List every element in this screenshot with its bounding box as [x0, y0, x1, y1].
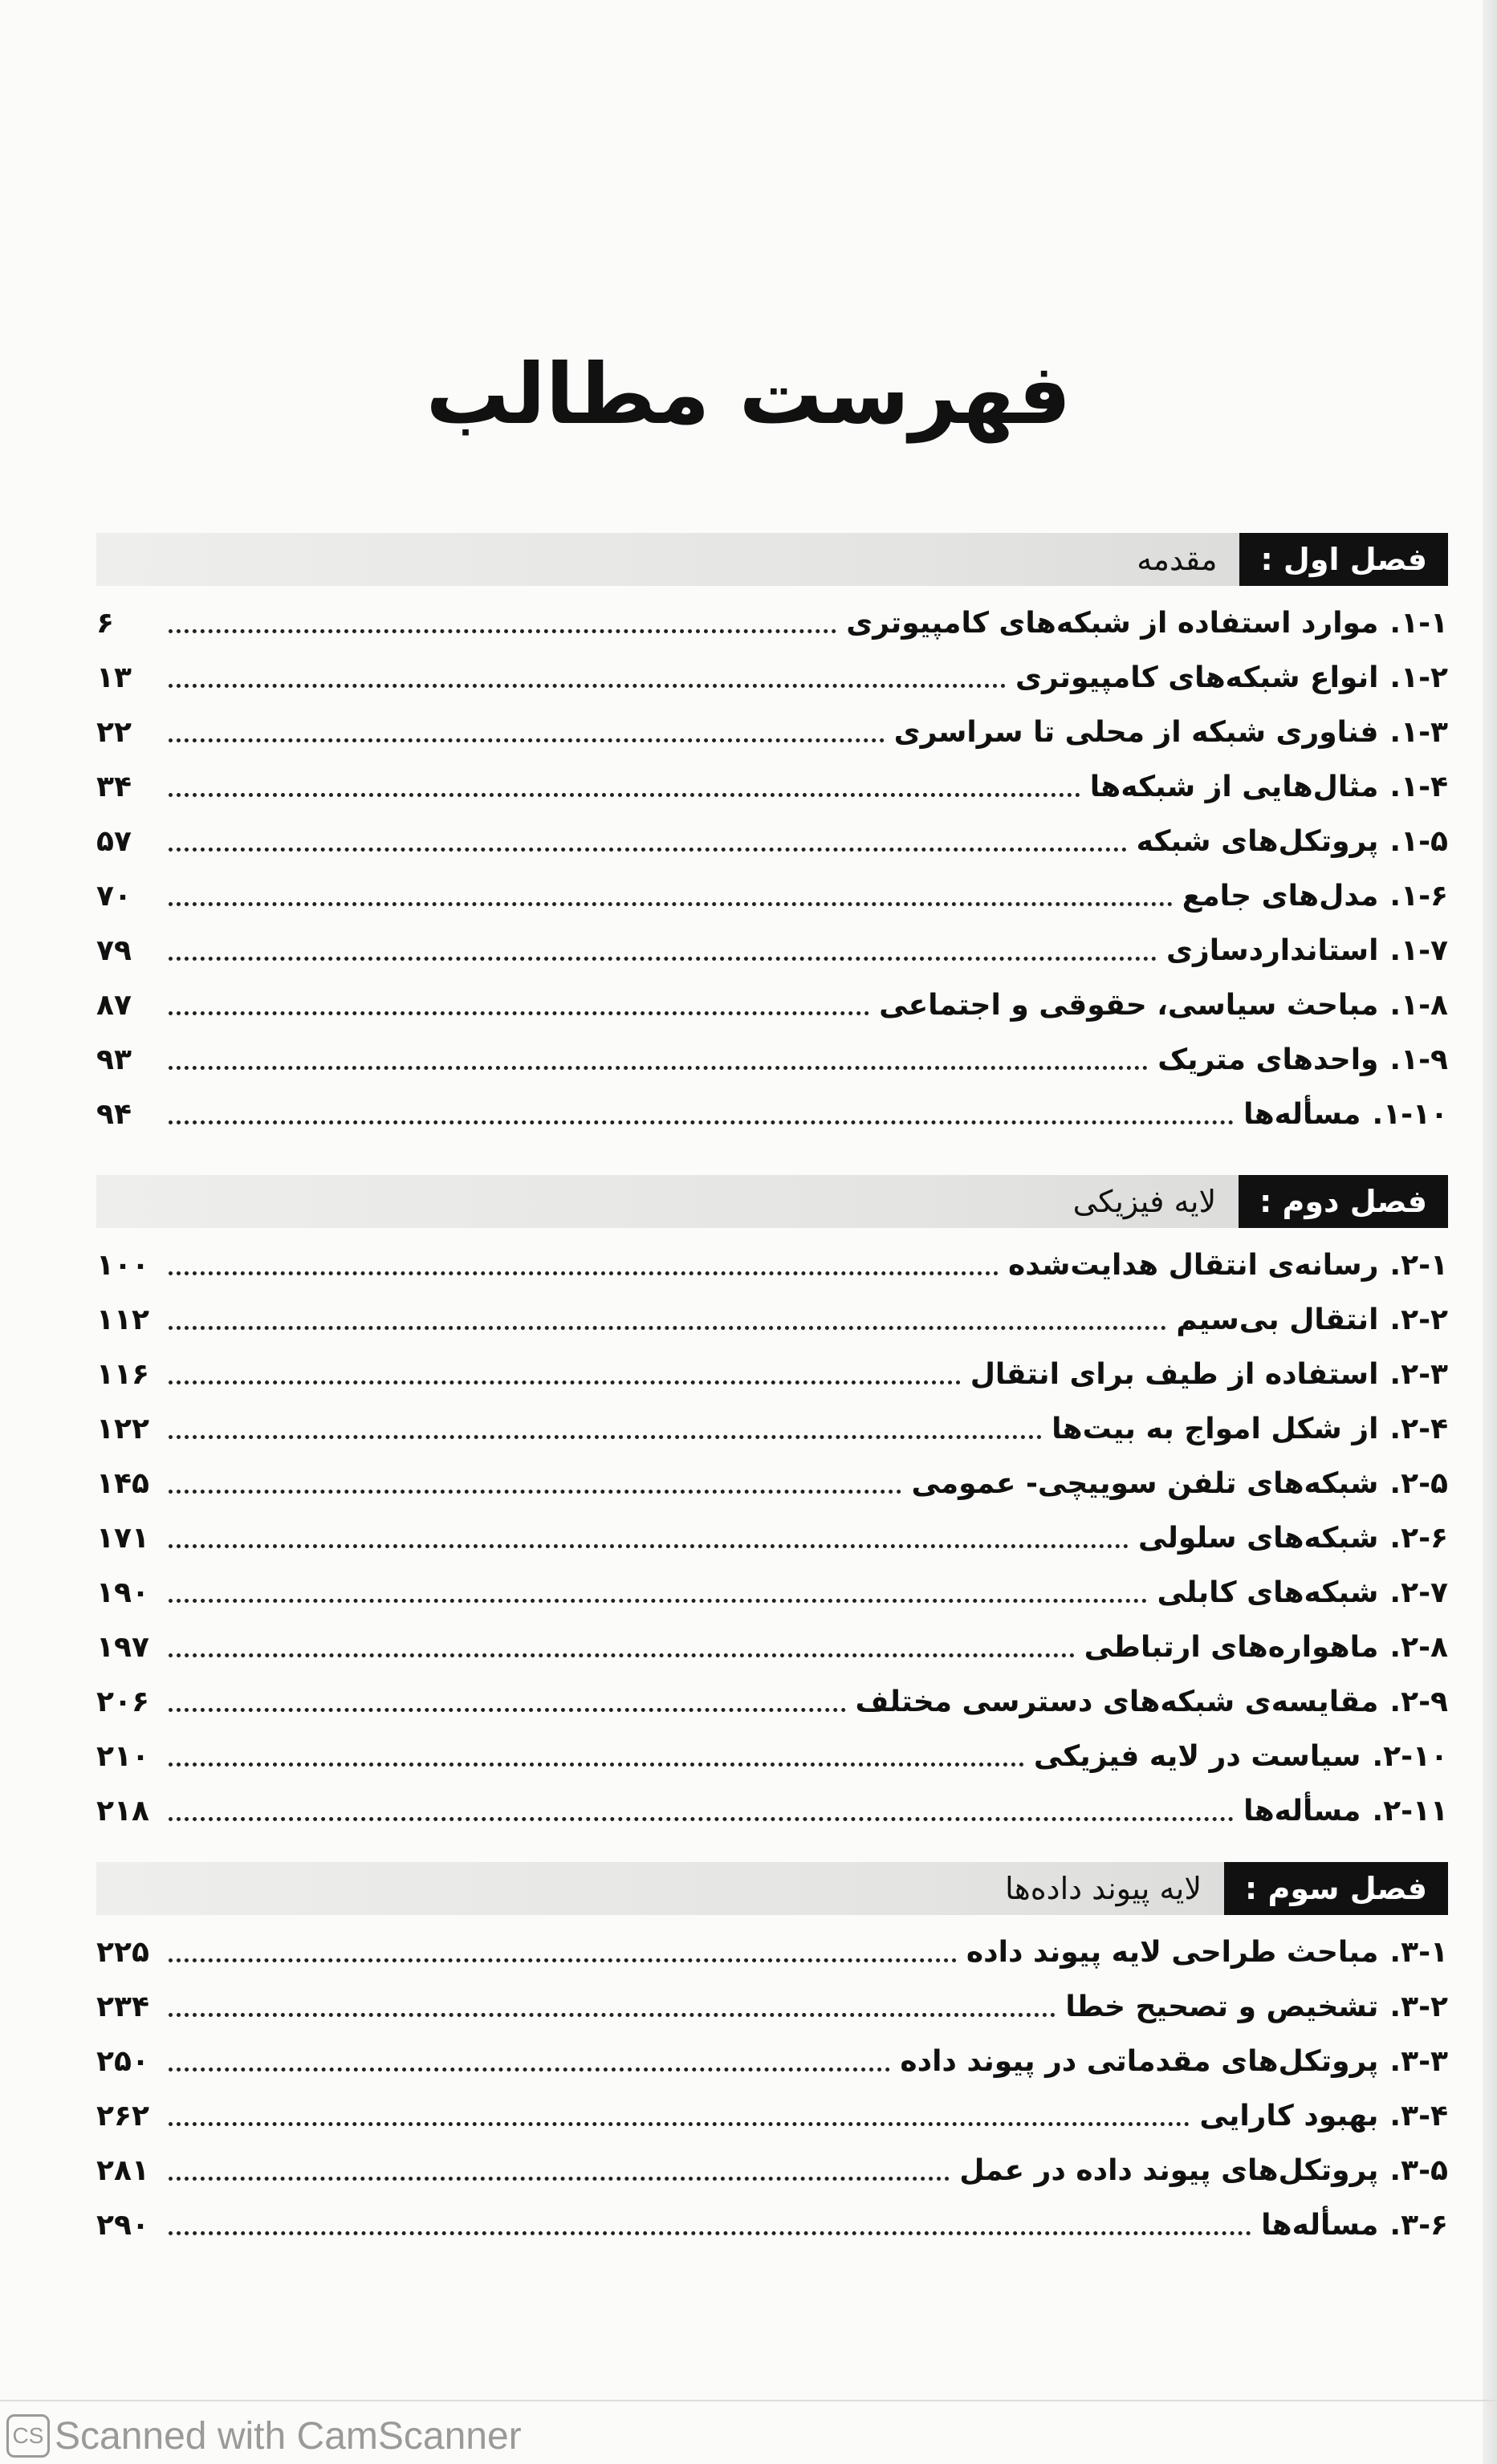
entry-page-number: ۲۱۸ [96, 1794, 149, 1828]
chapter-entries [96, 1238, 1448, 1838]
dot-leader [169, 902, 1173, 906]
dot-leader [169, 1544, 1129, 1548]
entry-number: ۱-۸. [1389, 988, 1448, 1022]
entry-title: انواع شبکه‌های کامپیوتری [1015, 661, 1379, 694]
entry-title: موارد استفاده از شبکه‌های کامپیوتری [846, 606, 1379, 640]
entry-number: ۳-۵. [1389, 2153, 1448, 2187]
entry-number: ۱-۶. [1389, 879, 1448, 913]
entry-page-number: ۲۲۵ [96, 1935, 149, 1969]
entry-number: ۲-۷. [1389, 1576, 1448, 1609]
toc-entry [96, 1925, 1448, 1979]
chapter-name: مقدمه [1137, 542, 1218, 577]
entry-page-number: ۲۱۰ [96, 1739, 149, 1773]
dot-leader [169, 1066, 1148, 1070]
entry-title: مقایسه‌ی شبکه‌های دسترسی مختلف [855, 1685, 1379, 1718]
entry-title: بهبود کارایی [1199, 2099, 1379, 2133]
chapter-3 [96, 1862, 1448, 2252]
dot-leader [169, 2068, 890, 2072]
entry-title: سیاست در لایه فیزیکی [1033, 1739, 1361, 1773]
entry-page-number: ۱۳ [96, 661, 132, 694]
entry-page-number: ۲۶۲ [96, 2099, 149, 2133]
entry-number: ۲-۸. [1389, 1630, 1448, 1664]
entry-number: ۲-۹. [1389, 1685, 1448, 1718]
entry-page-number: ۲۹۰ [96, 2208, 149, 2242]
entry-page-number: ۲۳۴ [96, 1990, 149, 2023]
toc-entry [96, 705, 1448, 759]
toc-entry [96, 1456, 1448, 1511]
toc-entry [96, 1729, 1448, 1783]
dot-leader [169, 2122, 1190, 2126]
entry-page-number: ۱۷۱ [96, 1521, 149, 1555]
chapter-header [96, 533, 1448, 586]
toc-entry [96, 978, 1448, 1032]
toc-entry [96, 1032, 1448, 1087]
toc-entry [96, 1979, 1448, 2034]
dot-leader [169, 1599, 1147, 1603]
toc-entry [96, 759, 1448, 814]
toc-entry [96, 1620, 1448, 1674]
entry-title: استفاده از طیف برای انتقال [970, 1357, 1379, 1391]
chapter-name: لایه فیزیکی [1072, 1184, 1217, 1219]
toc-entry [96, 1783, 1448, 1838]
dot-leader [169, 684, 1006, 688]
dot-leader [169, 629, 836, 633]
watermark-text: Scanned with CamScanner [55, 2414, 522, 2458]
chapter-header [96, 1862, 1448, 1915]
dot-leader [169, 1271, 999, 1275]
toc-entry [96, 814, 1448, 868]
entry-number: ۳-۴. [1389, 2099, 1448, 2133]
entry-title: شبکه‌های تلفن سوییچی- عمومی [911, 1466, 1379, 1500]
dot-leader [169, 1326, 1166, 1330]
entry-title: مسأله‌ها [1243, 1097, 1361, 1131]
chapter-name: لایه پیوند داده‌ها [1005, 1871, 1202, 1906]
dot-leader [169, 1120, 1234, 1124]
entry-title: مثال‌هایی از شبکه‌ها [1089, 770, 1379, 803]
entry-page-number: ۱۱۲ [96, 1303, 149, 1336]
page-bottom-edge [0, 2400, 1497, 2401]
entry-number: ۱-۹. [1389, 1043, 1448, 1076]
entry-page-number: ۲۵۰ [96, 2044, 149, 2078]
dot-leader [169, 1011, 869, 1015]
entry-page-number: ۱۱۶ [96, 1357, 149, 1391]
entry-number: ۳-۳. [1389, 2044, 1448, 2078]
toc-entry [96, 1401, 1448, 1456]
entry-title: پروتکل‌های مقدماتی در پیوند داده [900, 2044, 1379, 2078]
entry-number: ۲-۱۱. [1372, 1794, 1448, 1828]
chapter-label: فصل اول : [1239, 533, 1448, 586]
entry-title: پروتکل‌های شبکه [1136, 824, 1379, 858]
toc-entry [96, 1347, 1448, 1401]
dot-leader [169, 793, 1080, 797]
entry-title: فناوری شبکه از محلی تا سراسری [893, 715, 1379, 749]
toc-entry [96, 1087, 1448, 1141]
entry-number: ۲-۱. [1389, 1248, 1448, 1282]
toc-entry [96, 1674, 1448, 1729]
dot-leader [169, 1490, 901, 1494]
toc-entry [96, 1238, 1448, 1292]
entry-title: واحدهای متریک [1157, 1043, 1379, 1076]
entry-title: شبکه‌های کابلی [1157, 1576, 1379, 1609]
entry-title: مسأله‌ها [1261, 2208, 1379, 2242]
entry-title: ماهواره‌های ارتباطی [1084, 1630, 1379, 1664]
entry-number: ۱-۲. [1389, 661, 1448, 694]
entry-number: ۱-۱۰. [1372, 1097, 1448, 1131]
entry-page-number: ۸۷ [96, 988, 132, 1022]
toc-entry [96, 2143, 1448, 2198]
entry-page-number: ۱۲۲ [96, 1412, 149, 1445]
entry-page-number: ۹۴ [96, 1097, 132, 1131]
toc-entry [96, 2034, 1448, 2088]
chapter-label: فصل سوم : [1224, 1862, 1448, 1915]
entry-number: ۳-۲. [1389, 1990, 1448, 2023]
entry-number: ۲-۴. [1389, 1412, 1448, 1445]
entry-title: مسأله‌ها [1243, 1794, 1361, 1828]
entry-number: ۲-۶. [1389, 1521, 1448, 1555]
entry-number: ۱-۵. [1389, 824, 1448, 858]
entry-title: پروتکل‌های پیوند داده در عمل [959, 2153, 1379, 2187]
entry-page-number: ۱۹۷ [96, 1630, 149, 1664]
entry-title: مباحث سیاسی، حقوقی و اجتماعی [879, 988, 1379, 1022]
entry-title: تشخیص و تصحیح خطا [1065, 1990, 1379, 2023]
toc-entry [96, 2088, 1448, 2143]
dot-leader [169, 2177, 950, 2181]
entry-title: مباحث طراحی لایه پیوند داده [966, 1935, 1379, 1969]
chapter-2 [96, 1175, 1448, 1838]
entry-number: ۱-۱. [1389, 606, 1448, 640]
entry-page-number: ۵۷ [96, 824, 132, 858]
entry-page-number: ۷۹ [96, 933, 132, 967]
toc-entry [96, 923, 1448, 978]
entry-page-number: ۱۴۵ [96, 1466, 149, 1500]
entry-number: ۱-۳. [1389, 715, 1448, 749]
toc-entry [96, 2198, 1448, 2252]
dot-leader [169, 848, 1127, 852]
chapter-entries [96, 1925, 1448, 2252]
entry-title: انتقال بی‌سیم [1176, 1303, 1379, 1336]
entry-title: از شکل امواج به بیت‌ها [1052, 1412, 1379, 1445]
dot-leader [169, 1435, 1042, 1439]
dot-leader [169, 1958, 957, 1962]
entry-number: ۲-۵. [1389, 1466, 1448, 1500]
chapter-header [96, 1175, 1448, 1228]
entry-page-number: ۷۰ [96, 879, 132, 913]
dot-leader [169, 1817, 1234, 1821]
entry-number: ۱-۴. [1389, 770, 1448, 803]
entry-number: ۲-۱۰. [1372, 1739, 1448, 1773]
entry-title: رسانه‌ی انتقال هدایت‌شده [1007, 1248, 1379, 1282]
entry-title: استانداردسازی [1165, 933, 1379, 967]
camscanner-watermark [0, 2408, 610, 2464]
entry-title: شبکه‌های سلولی [1137, 1521, 1379, 1555]
chapter-1 [96, 533, 1448, 1141]
entry-page-number: ۱۹۰ [96, 1576, 149, 1609]
entry-page-number: ۲۰۶ [96, 1685, 149, 1718]
entry-page-number: ۲۸۱ [96, 2153, 149, 2187]
entry-page-number: ۶ [96, 606, 114, 640]
entry-page-number: ۹۳ [96, 1043, 132, 1076]
dot-leader [169, 1763, 1024, 1767]
dot-leader [169, 2013, 1056, 2017]
dot-leader [169, 1380, 961, 1384]
toc-entry [96, 596, 1448, 650]
chapter-entries [96, 596, 1448, 1141]
toc-entry [96, 650, 1448, 705]
toc-entry [96, 1565, 1448, 1620]
toc-entry [96, 1292, 1448, 1347]
page-title: فهرست مطالب [425, 345, 1072, 443]
entry-page-number: ۳۴ [96, 770, 132, 803]
entry-number: ۲-۲. [1389, 1303, 1448, 1336]
dot-leader [169, 1653, 1075, 1657]
toc-entry [96, 1511, 1448, 1565]
entry-page-number: ۲۲ [96, 715, 132, 749]
entry-number: ۲-۳. [1389, 1357, 1448, 1391]
dot-leader [169, 738, 885, 742]
dot-leader [169, 957, 1157, 961]
camscanner-logo-icon: CS [6, 2414, 50, 2458]
dot-leader [169, 1708, 846, 1712]
entry-number: ۱-۷. [1389, 933, 1448, 967]
entry-page-number: ۱۰۰ [96, 1248, 149, 1282]
dot-leader [169, 2231, 1251, 2235]
entry-number: ۳-۶. [1389, 2208, 1448, 2242]
entry-number: ۳-۱. [1389, 1935, 1448, 1969]
chapter-label: فصل دوم : [1239, 1175, 1448, 1228]
entry-title: مدل‌های جامع [1182, 879, 1379, 913]
toc-entry [96, 868, 1448, 923]
